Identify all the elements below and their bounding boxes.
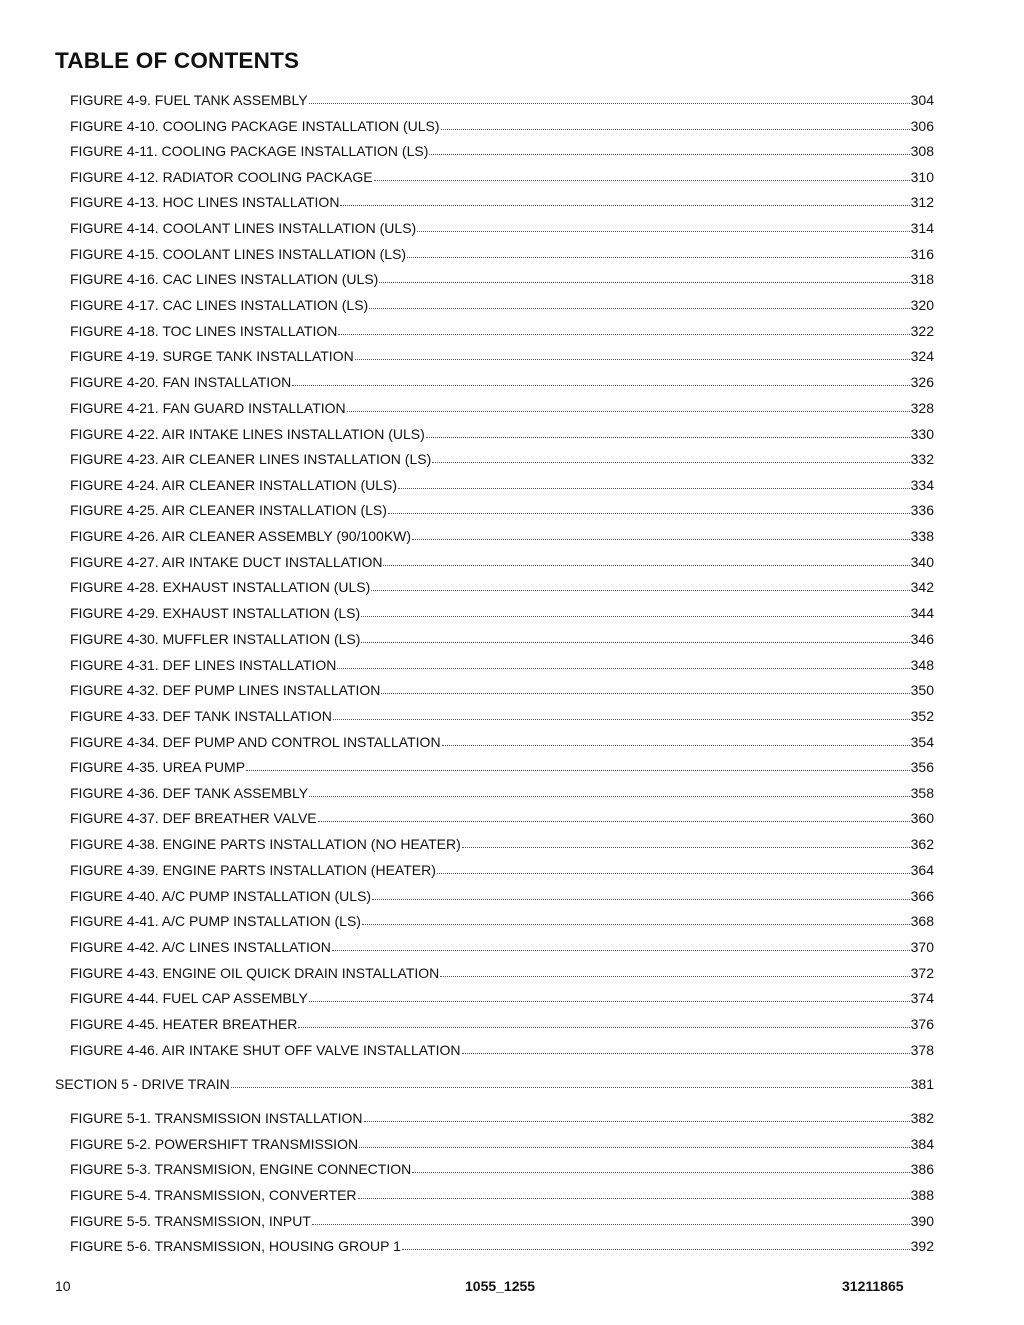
toc-entry[interactable] xyxy=(70,603,934,623)
toc-entry[interactable] xyxy=(70,424,934,444)
toc-entry[interactable] xyxy=(70,90,934,110)
toc-entry[interactable] xyxy=(70,911,934,931)
toc-entry-page: 330 xyxy=(910,426,934,442)
toc-entry[interactable] xyxy=(70,886,934,906)
toc-entry-label: FIGURE 4-41. A/C PUMP INSTALLATION (LS) xyxy=(70,913,361,929)
dot-leader xyxy=(379,268,909,283)
toc-entry[interactable] xyxy=(70,1134,934,1154)
toc-entry-label: FIGURE 4-35. UREA PUMP xyxy=(70,759,246,775)
toc-entry[interactable] xyxy=(70,552,934,572)
dot-leader xyxy=(372,885,910,900)
toc-entry-label: FIGURE 5-5. TRANSMISSION, INPUT xyxy=(70,1213,311,1229)
toc-entry[interactable] xyxy=(70,834,934,854)
toc-entry-label: FIGURE 4-29. EXHAUST INSTALLATION (LS) xyxy=(70,605,361,621)
toc-entry-label: FIGURE 4-30. MUFFLER INSTALLATION (LS) xyxy=(70,631,361,647)
dot-leader xyxy=(417,217,909,232)
toc-entry-page: 370 xyxy=(910,939,934,955)
toc-entry-page: 324 xyxy=(910,348,934,364)
toc-entry-page: 366 xyxy=(910,888,934,904)
dot-leader xyxy=(361,602,909,617)
toc-entry-label: FIGURE 4-37. DEF BREATHER VALVE xyxy=(70,810,317,826)
dot-leader xyxy=(371,576,909,591)
page-title: TABLE OF CONTENTS xyxy=(55,48,300,73)
toc-entry[interactable] xyxy=(70,783,934,803)
toc-entry[interactable] xyxy=(70,757,934,777)
toc-entry-label: FIGURE 4-22. AIR INTAKE LINES INSTALLATION (ULS) xyxy=(70,426,425,442)
toc-entry[interactable] xyxy=(70,860,934,880)
toc-entry-label: FIGURE 4-18. TOC LINES INSTALLATION xyxy=(70,323,338,339)
toc-entry-label: FIGURE 5-3. TRANSMISION, ENGINE CONNECTION xyxy=(70,1161,412,1177)
dot-leader xyxy=(440,962,909,977)
toc-entry[interactable] xyxy=(70,244,934,264)
toc-section-entry[interactable] xyxy=(55,1074,934,1094)
toc-entry[interactable] xyxy=(70,1211,934,1231)
toc-entry[interactable] xyxy=(70,680,934,700)
toc-entry-label: FIGURE 4-42. A/C LINES INSTALLATION xyxy=(70,939,331,955)
toc-entry-label: FIGURE 4-31. DEF LINES INSTALLATION xyxy=(70,657,337,673)
toc-entry[interactable] xyxy=(70,346,934,366)
toc-entry-label: FIGURE 5-1. TRANSMISSION INSTALLATION xyxy=(70,1110,363,1126)
dot-leader xyxy=(298,1013,909,1028)
dot-leader xyxy=(338,320,909,335)
dot-leader xyxy=(374,166,910,181)
toc-entry-page: 316 xyxy=(910,246,934,262)
toc-entry-page: 350 xyxy=(910,682,934,698)
toc-entry[interactable] xyxy=(70,732,934,752)
dot-leader xyxy=(441,115,910,130)
toc-entry[interactable] xyxy=(70,372,934,392)
toc-entry-label: FIGURE 4-12. RADIATOR COOLING PACKAGE xyxy=(70,169,373,185)
toc-entry-page: 362 xyxy=(910,836,934,852)
dot-leader xyxy=(429,140,909,155)
toc-entry-label: FIGURE 4-13. HOC LINES INSTALLATION xyxy=(70,194,340,210)
toc-entry[interactable] xyxy=(70,655,934,675)
toc-entry-page: 358 xyxy=(910,785,934,801)
dot-leader xyxy=(337,654,909,669)
toc-entry[interactable] xyxy=(70,1014,934,1034)
toc-entry[interactable] xyxy=(70,167,934,187)
toc-entry-page: 378 xyxy=(910,1042,934,1058)
footer-model: 1055_1255 xyxy=(465,1278,536,1294)
toc-entry-page: 322 xyxy=(910,323,934,339)
toc-entry[interactable] xyxy=(70,629,934,649)
toc-entry[interactable] xyxy=(70,449,934,469)
toc-entry-label: FIGURE 4-10. COOLING PACKAGE INSTALLATION (ULS) xyxy=(70,118,440,134)
dot-leader xyxy=(309,987,910,1002)
toc-entry-page: 354 xyxy=(910,734,934,750)
toc-entry-label: FIGURE 4-39. ENGINE PARTS INSTALLATION (HEATER) xyxy=(70,862,436,878)
toc-entry-label: FIGURE 4-15. COOLANT LINES INSTALLATION (LS) xyxy=(70,246,407,262)
toc-entry-page: 381 xyxy=(910,1076,934,1092)
toc-entry-label: FIGURE 4-36. DEF TANK ASSEMBLY xyxy=(70,785,309,801)
dot-leader xyxy=(361,628,909,643)
toc-entry[interactable] xyxy=(70,937,934,957)
toc-entry[interactable] xyxy=(70,295,934,315)
toc-entry[interactable] xyxy=(70,988,934,1008)
dot-leader xyxy=(347,397,910,412)
toc-entry-page: 346 xyxy=(910,631,934,647)
toc-entry-label: FIGURE 5-2. POWERSHIFT TRANSMISSION xyxy=(70,1136,359,1152)
toc-entry-page: 318 xyxy=(910,271,934,287)
toc-entry[interactable] xyxy=(70,218,934,238)
dot-leader xyxy=(369,294,909,309)
toc-entry-label: FIGURE 4-43. ENGINE OIL QUICK DRAIN INSTALLATION xyxy=(70,965,440,981)
toc-entry-page: 304 xyxy=(910,92,934,108)
toc-entry-label: FIGURE 4-23. AIR CLEANER LINES INSTALLATION (LS) xyxy=(70,451,432,467)
dot-leader xyxy=(383,551,909,566)
toc-entry-page: 342 xyxy=(910,579,934,595)
dot-leader xyxy=(402,1235,910,1250)
dot-leader xyxy=(462,833,910,848)
toc-entry-page: 334 xyxy=(910,477,934,493)
toc-entry-page: 376 xyxy=(910,1016,934,1032)
toc-entry-label: FIGURE 4-24. AIR CLEANER INSTALLATION (ULS) xyxy=(70,477,398,493)
toc-entry-label: FIGURE 4-11. COOLING PACKAGE INSTALLATION (LS) xyxy=(70,143,429,159)
dot-leader xyxy=(381,679,909,694)
toc-entry-page: 386 xyxy=(910,1161,934,1177)
toc-entry-label: FIGURE 4-26. AIR CLEANER ASSEMBLY (90/100KW) xyxy=(70,528,412,544)
toc-entry-page: 384 xyxy=(910,1136,934,1152)
toc-entry-label: FIGURE 4-16. CAC LINES INSTALLATION (ULS) xyxy=(70,271,379,287)
toc-entry[interactable] xyxy=(70,1185,934,1205)
toc-entry-page: 368 xyxy=(910,913,934,929)
dot-leader xyxy=(437,859,910,874)
dot-leader xyxy=(309,89,910,104)
toc-entry-page: 348 xyxy=(910,657,934,673)
toc-entry-label: FIGURE 4-14. COOLANT LINES INSTALLATION (ULS) xyxy=(70,220,417,236)
toc-entry-label: FIGURE 5-4. TRANSMISSION, CONVERTER xyxy=(70,1187,357,1203)
toc-entry-label: FIGURE 4-33. DEF TANK INSTALLATION xyxy=(70,708,332,724)
toc-entry-page: 356 xyxy=(910,759,934,775)
toc-entry-label: FIGURE 4-9. FUEL TANK ASSEMBLY xyxy=(70,92,308,108)
footer-doc-number: 31211865 xyxy=(842,1278,904,1294)
toc-entry-page: 336 xyxy=(910,502,934,518)
toc-entry-page: 390 xyxy=(910,1213,934,1229)
toc-entry[interactable] xyxy=(70,1108,934,1128)
dot-leader xyxy=(231,1073,910,1088)
toc-entry[interactable] xyxy=(70,706,934,726)
toc-entry-label: FIGURE 4-44. FUEL CAP ASSEMBLY xyxy=(70,990,308,1006)
toc-entry-page: 388 xyxy=(910,1187,934,1203)
toc-entry-page: 310 xyxy=(910,169,934,185)
footer-page-number: 10 xyxy=(55,1278,71,1294)
toc-entry-label: FIGURE 4-19. SURGE TANK INSTALLATION xyxy=(70,348,354,364)
dot-leader xyxy=(292,371,909,386)
dot-leader xyxy=(246,756,910,771)
toc-entry[interactable] xyxy=(70,321,934,341)
toc-entry-label: FIGURE 4-45. HEATER BREATHER xyxy=(70,1016,298,1032)
toc-entry-label: FIGURE 4-17. CAC LINES INSTALLATION (LS) xyxy=(70,297,369,313)
toc-entry[interactable] xyxy=(70,963,934,983)
dot-leader xyxy=(340,191,909,206)
toc-entry-page: 332 xyxy=(910,451,934,467)
toc-entry-page: 312 xyxy=(910,194,934,210)
toc-entry-page: 374 xyxy=(910,990,934,1006)
dot-leader xyxy=(407,243,910,258)
toc-entry-page: 306 xyxy=(910,118,934,134)
toc-entry-label: FIGURE 4-20. FAN INSTALLATION xyxy=(70,374,292,390)
toc-entry-page: 314 xyxy=(910,220,934,236)
toc-entry-label: FIGURE 5-6. TRANSMISSION, HOUSING GROUP 1 xyxy=(70,1238,401,1254)
toc-entry-page: 372 xyxy=(910,965,934,981)
toc-entry-page: 360 xyxy=(910,810,934,826)
toc-entry-page: 344 xyxy=(910,605,934,621)
toc-entry[interactable] xyxy=(70,500,934,520)
toc-entry[interactable] xyxy=(70,1236,934,1256)
toc-entry-label: FIGURE 4-27. AIR INTAKE DUCT INSTALLATION xyxy=(70,554,383,570)
toc-entry[interactable] xyxy=(70,269,934,289)
dot-leader xyxy=(355,345,910,360)
dot-leader xyxy=(426,423,910,438)
toc-entry[interactable] xyxy=(70,577,934,597)
dot-leader xyxy=(358,1184,910,1199)
dot-leader xyxy=(364,1107,910,1122)
toc-entry[interactable] xyxy=(70,116,934,136)
toc-entry-page: 364 xyxy=(910,862,934,878)
toc-entry-label: FIGURE 4-28. EXHAUST INSTALLATION (ULS) xyxy=(70,579,371,595)
toc-entry[interactable] xyxy=(70,1159,934,1179)
toc-entry[interactable] xyxy=(70,526,934,546)
toc-entry-label: FIGURE 4-46. AIR INTAKE SHUT OFF VALVE INSTALLATION xyxy=(70,1042,461,1058)
toc-entry-page: 326 xyxy=(910,374,934,390)
dot-leader xyxy=(412,1158,909,1173)
dot-leader xyxy=(332,936,910,951)
toc-entry-page: 352 xyxy=(910,708,934,724)
toc-entry-label: FIGURE 4-40. A/C PUMP INSTALLATION (ULS) xyxy=(70,888,372,904)
toc-entry-page: 392 xyxy=(910,1238,934,1254)
dot-leader xyxy=(333,705,910,720)
toc-entry-page: 382 xyxy=(910,1110,934,1126)
toc-entry-label: FIGURE 4-38. ENGINE PARTS INSTALLATION (NO HEATER) xyxy=(70,836,461,852)
toc-entry-label: FIGURE 4-25. AIR CLEANER INSTALLATION (LS) xyxy=(70,502,387,518)
toc-entry-page: 328 xyxy=(910,400,934,416)
toc-entry-label: FIGURE 4-32. DEF PUMP LINES INSTALLATION xyxy=(70,682,381,698)
toc-entry[interactable] xyxy=(70,192,934,212)
dot-leader xyxy=(388,499,910,514)
dot-leader xyxy=(359,1133,910,1148)
toc-entry[interactable] xyxy=(70,808,934,828)
toc-entry-page: 320 xyxy=(910,297,934,313)
dot-leader xyxy=(309,782,910,797)
dot-leader xyxy=(318,807,910,822)
toc-entry-page: 308 xyxy=(910,143,934,159)
toc-entry-label: FIGURE 4-21. FAN GUARD INSTALLATION xyxy=(70,400,346,416)
toc-section-label: SECTION 5 - DRIVE TRAIN xyxy=(55,1076,230,1092)
dot-leader xyxy=(398,474,910,489)
dot-leader xyxy=(362,910,910,925)
toc-entry[interactable] xyxy=(70,475,934,495)
toc-entry-label: FIGURE 4-34. DEF PUMP AND CONTROL INSTALLATION xyxy=(70,734,441,750)
toc-entry[interactable] xyxy=(70,141,934,161)
toc-entry[interactable] xyxy=(70,398,934,418)
toc-entry-page: 340 xyxy=(910,554,934,570)
dot-leader xyxy=(432,448,909,463)
dot-leader xyxy=(312,1210,910,1225)
toc-entry[interactable] xyxy=(70,1040,934,1060)
toc-entry-page: 338 xyxy=(910,528,934,544)
dot-leader xyxy=(442,731,910,746)
dot-leader xyxy=(412,525,910,540)
dot-leader xyxy=(462,1039,910,1054)
